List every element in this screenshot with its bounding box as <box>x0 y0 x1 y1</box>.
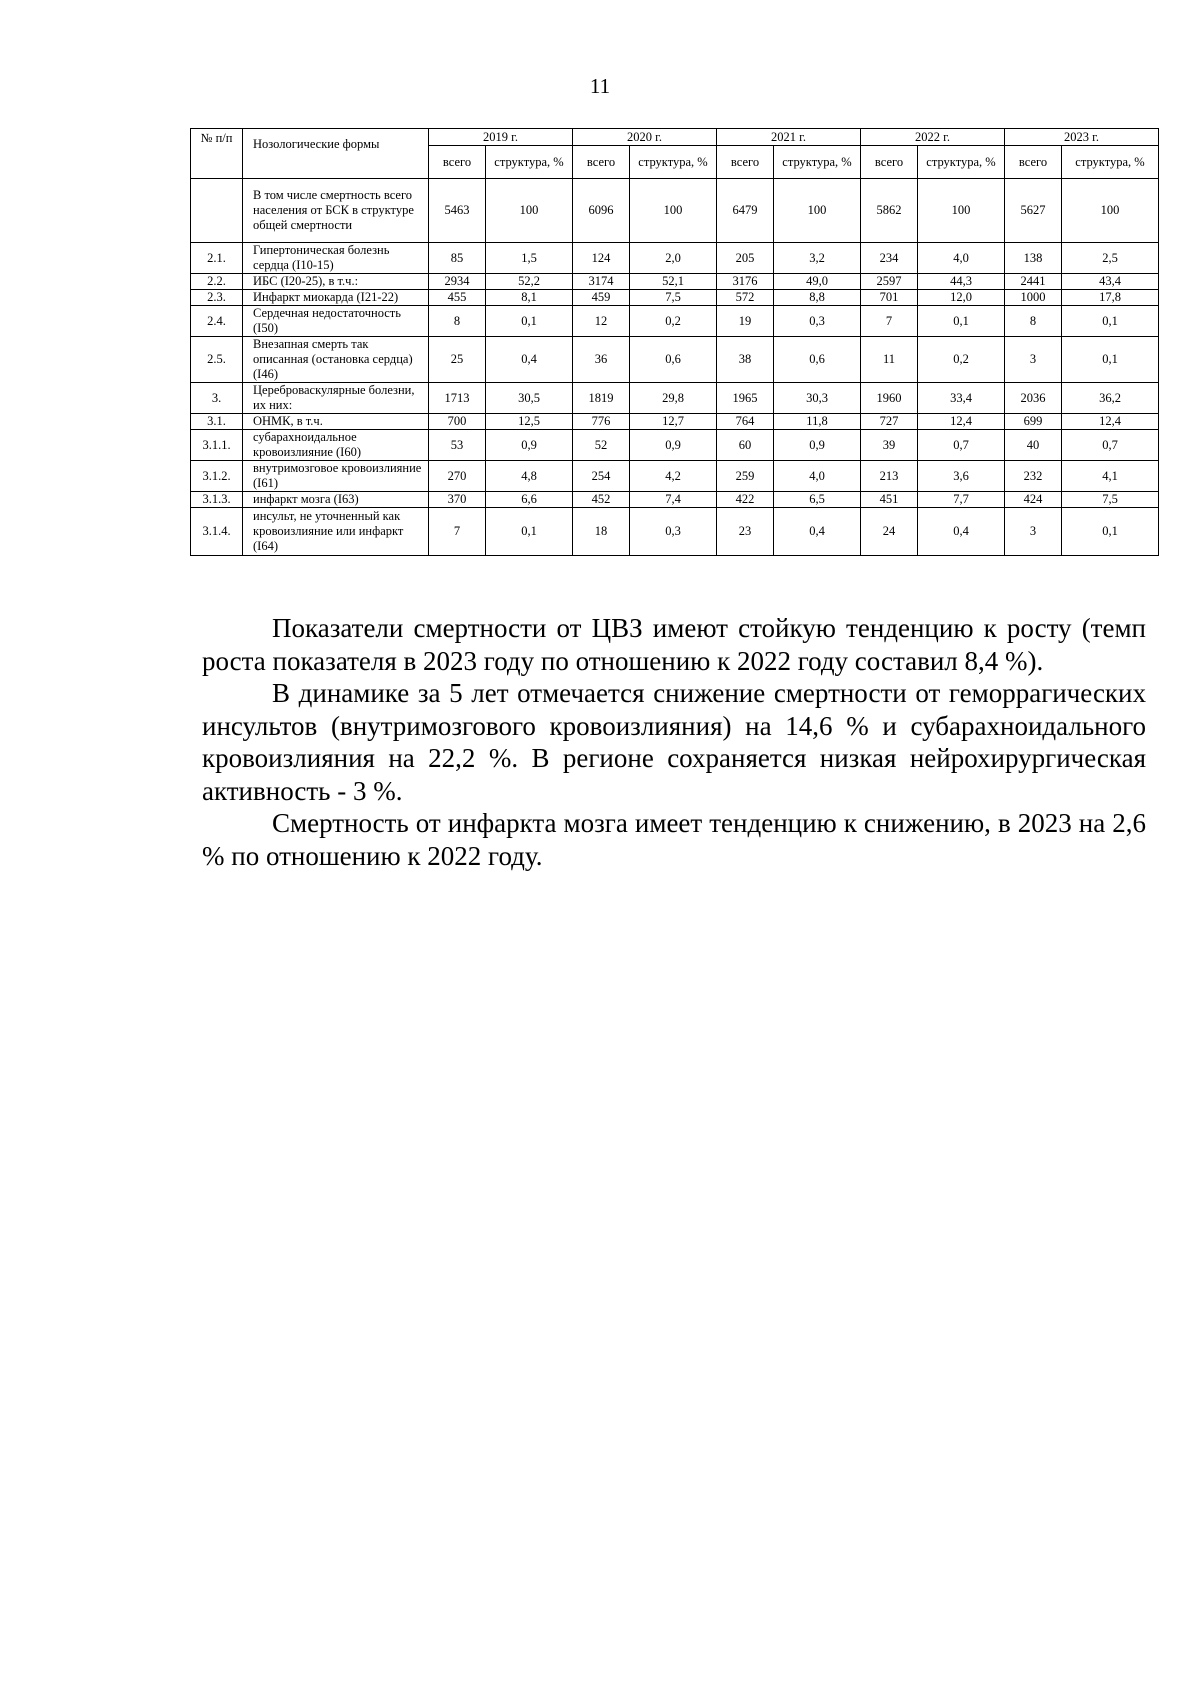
cell-structure: 0,9 <box>774 430 861 461</box>
cell-structure: 0,1 <box>486 306 573 337</box>
cell-total: 23 <box>717 508 774 556</box>
cell-total: 25 <box>429 337 486 383</box>
cell-structure: 0,6 <box>774 337 861 383</box>
row-name: внутримозговое кровоизлияние (I61) <box>243 461 429 492</box>
row-number <box>191 179 243 243</box>
cell-total: 5862 <box>861 179 918 243</box>
cell-structure: 0,1 <box>918 306 1005 337</box>
header-total: всего <box>861 146 918 179</box>
table-body <box>191 179 1159 556</box>
header-structure: структура, % <box>486 146 573 179</box>
cell-structure: 44,3 <box>918 274 1005 290</box>
table-row <box>191 179 1159 243</box>
cell-total: 138 <box>1005 243 1062 274</box>
paragraph: В динамике за 5 лет отмечается снижение смертности от геморрагических инсультов (внутримозгового кровоизлияния) на 14,6 % и субарахноидального кровоизлияния на 22,2 %. В регионе сохраняется низкая нейрохирургическая активность - 3 %. <box>202 678 1146 806</box>
cell-total: 764 <box>717 414 774 430</box>
cell-structure: 2,0 <box>630 243 717 274</box>
page-number: 11 <box>589 74 611 98</box>
cell-structure: 3,6 <box>918 461 1005 492</box>
cell-structure: 12,4 <box>918 414 1005 430</box>
cell-structure: 2,5 <box>1062 243 1159 274</box>
cell-total: 3176 <box>717 274 774 290</box>
cell-total: 270 <box>429 461 486 492</box>
table-row <box>191 430 1159 461</box>
cell-structure: 0,7 <box>918 430 1005 461</box>
cell-total: 6096 <box>573 179 630 243</box>
cell-structure: 8,8 <box>774 290 861 306</box>
cell-total: 7 <box>861 306 918 337</box>
cell-structure: 100 <box>1062 179 1159 243</box>
row-name: Инфаркт миокарда (I21-22) <box>243 290 429 306</box>
cell-total: 459 <box>573 290 630 306</box>
row-number: 3.1.2. <box>191 461 243 492</box>
cell-total: 24 <box>861 508 918 556</box>
cell-structure: 6,6 <box>486 492 573 508</box>
cell-total: 1819 <box>573 383 630 414</box>
body-text <box>202 612 1146 872</box>
table-row <box>191 508 1159 556</box>
cell-structure: 7,5 <box>630 290 717 306</box>
row-number: 3.1.4. <box>191 508 243 556</box>
cell-structure: 0,7 <box>1062 430 1159 461</box>
cell-total: 124 <box>573 243 630 274</box>
cell-total: 1960 <box>861 383 918 414</box>
cell-total: 6479 <box>717 179 774 243</box>
cell-total: 1000 <box>1005 290 1062 306</box>
cell-total: 3 <box>1005 508 1062 556</box>
cell-structure: 29,8 <box>630 383 717 414</box>
cell-total: 39 <box>861 430 918 461</box>
paragraph: Смертность от инфаркта мозга имеет тенденцию к снижению, в 2023 на 2,6 % по отношению к 2022 году. <box>202 808 1146 871</box>
row-name: Гипертоническая болезнь сердца (I10-15) <box>243 243 429 274</box>
header-structure: структура, % <box>918 146 1005 179</box>
cell-total: 85 <box>429 243 486 274</box>
cell-structure: 0,9 <box>486 430 573 461</box>
cell-total: 36 <box>573 337 630 383</box>
cell-structure: 7,7 <box>918 492 1005 508</box>
cell-total: 700 <box>429 414 486 430</box>
cell-structure: 0,3 <box>630 508 717 556</box>
cell-total: 3174 <box>573 274 630 290</box>
cell-total: 8 <box>429 306 486 337</box>
cell-total: 8 <box>1005 306 1062 337</box>
cell-structure: 0,9 <box>630 430 717 461</box>
cell-total: 5463 <box>429 179 486 243</box>
cell-total: 455 <box>429 290 486 306</box>
cell-total: 53 <box>429 430 486 461</box>
table-row <box>191 290 1159 306</box>
row-number: 2.1. <box>191 243 243 274</box>
cell-total: 422 <box>717 492 774 508</box>
cell-structure: 30,3 <box>774 383 861 414</box>
cell-total: 52 <box>573 430 630 461</box>
row-number: 2.2. <box>191 274 243 290</box>
cell-total: 234 <box>861 243 918 274</box>
table-row <box>191 492 1159 508</box>
cell-structure: 0,4 <box>918 508 1005 556</box>
cell-total: 451 <box>861 492 918 508</box>
header-total: всего <box>1005 146 1062 179</box>
cell-structure: 49,0 <box>774 274 861 290</box>
cell-total: 370 <box>429 492 486 508</box>
cell-structure: 0,1 <box>1062 508 1159 556</box>
cell-structure: 12,5 <box>486 414 573 430</box>
cell-total: 11 <box>861 337 918 383</box>
row-name: ИБС (I20-25), в т.ч.: <box>243 274 429 290</box>
cell-structure: 100 <box>486 179 573 243</box>
cell-total: 38 <box>717 337 774 383</box>
cell-total: 40 <box>1005 430 1062 461</box>
cell-total: 424 <box>1005 492 1062 508</box>
cell-total: 2441 <box>1005 274 1062 290</box>
cell-total: 3 <box>1005 337 1062 383</box>
cell-structure: 43,4 <box>1062 274 1159 290</box>
row-number: 3.1.3. <box>191 492 243 508</box>
cell-total: 727 <box>861 414 918 430</box>
cell-structure: 17,8 <box>1062 290 1159 306</box>
row-name: В том числе смертность всего населения от БСК в структуре общей смертности <box>243 179 429 243</box>
cell-structure: 0,4 <box>774 508 861 556</box>
row-name: инсульт, не уточненный как кровоизлияние или инфаркт (I64) <box>243 508 429 556</box>
header-structure: структура, % <box>1062 146 1159 179</box>
row-name: субарахноидальное кровоизлияние (I60) <box>243 430 429 461</box>
cell-total: 1713 <box>429 383 486 414</box>
cell-structure: 4,2 <box>630 461 717 492</box>
cell-structure: 30,5 <box>486 383 573 414</box>
header-year: 2021 г. <box>717 129 861 146</box>
header-year: 2019 г. <box>429 129 573 146</box>
cell-total: 259 <box>717 461 774 492</box>
table-row <box>191 306 1159 337</box>
table-row <box>191 461 1159 492</box>
cell-structure: 36,2 <box>1062 383 1159 414</box>
cell-structure: 3,2 <box>774 243 861 274</box>
cell-structure: 0,1 <box>1062 337 1159 383</box>
row-number: 2.4. <box>191 306 243 337</box>
cell-structure: 4,8 <box>486 461 573 492</box>
cell-structure: 100 <box>630 179 717 243</box>
table-row <box>191 337 1159 383</box>
row-name: ОНМК, в т.ч. <box>243 414 429 430</box>
table-row <box>191 243 1159 274</box>
header-num: № п/п <box>191 129 243 179</box>
cell-total: 19 <box>717 306 774 337</box>
cell-structure: 33,4 <box>918 383 1005 414</box>
paragraph: Показатели смертности от ЦВЗ имеют стойкую тенденцию к росту (темп роста показателя в 2023 году по отношению к 2022 году составил 8,4 %). <box>202 613 1146 676</box>
cell-total: 205 <box>717 243 774 274</box>
header-year: 2023 г. <box>1005 129 1159 146</box>
cell-structure: 6,5 <box>774 492 861 508</box>
cell-total: 232 <box>1005 461 1062 492</box>
cell-structure: 0,1 <box>1062 306 1159 337</box>
cell-total: 7 <box>429 508 486 556</box>
cell-total: 699 <box>1005 414 1062 430</box>
cell-structure: 0,1 <box>486 508 573 556</box>
row-name: Сердечная недостаточность (I50) <box>243 306 429 337</box>
cell-total: 2597 <box>861 274 918 290</box>
row-name: Цереброваскулярные болезни, их них: <box>243 383 429 414</box>
cell-structure: 0,4 <box>486 337 573 383</box>
cell-total: 213 <box>861 461 918 492</box>
header-total: всего <box>429 146 486 179</box>
cell-structure: 0,2 <box>918 337 1005 383</box>
cell-structure: 0,3 <box>774 306 861 337</box>
cell-structure: 52,2 <box>486 274 573 290</box>
cell-total: 12 <box>573 306 630 337</box>
cell-structure: 4,1 <box>1062 461 1159 492</box>
cell-total: 452 <box>573 492 630 508</box>
cell-structure: 52,1 <box>630 274 717 290</box>
cell-structure: 0,6 <box>630 337 717 383</box>
cell-total: 60 <box>717 430 774 461</box>
cell-structure: 0,2 <box>630 306 717 337</box>
row-name: инфаркт мозга (I63) <box>243 492 429 508</box>
header-total: всего <box>573 146 630 179</box>
cell-structure: 4,0 <box>774 461 861 492</box>
header-year: 2022 г. <box>861 129 1005 146</box>
cell-structure: 11,8 <box>774 414 861 430</box>
table-row <box>191 414 1159 430</box>
cell-total: 701 <box>861 290 918 306</box>
row-number: 3. <box>191 383 243 414</box>
cell-structure: 8,1 <box>486 290 573 306</box>
header-structure: структура, % <box>630 146 717 179</box>
row-number: 3.1. <box>191 414 243 430</box>
cell-structure: 12,7 <box>630 414 717 430</box>
header-structure: структура, % <box>774 146 861 179</box>
cell-total: 2934 <box>429 274 486 290</box>
cell-structure: 7,4 <box>630 492 717 508</box>
row-name: Внезапная смерть так описанная (остановка сердца) (I46) <box>243 337 429 383</box>
cell-total: 2036 <box>1005 383 1062 414</box>
header-total: всего <box>717 146 774 179</box>
cell-structure: 1,5 <box>486 243 573 274</box>
header-name: Нозологические формы <box>243 129 429 179</box>
cell-structure: 12,0 <box>918 290 1005 306</box>
cell-structure: 100 <box>774 179 861 243</box>
cell-structure: 4,0 <box>918 243 1005 274</box>
table-row <box>191 274 1159 290</box>
header-year: 2020 г. <box>573 129 717 146</box>
cell-structure: 100 <box>918 179 1005 243</box>
cell-total: 572 <box>717 290 774 306</box>
row-number: 2.5. <box>191 337 243 383</box>
table-header <box>191 129 1159 179</box>
cell-structure: 7,5 <box>1062 492 1159 508</box>
mortality-table <box>190 128 1159 556</box>
cell-total: 18 <box>573 508 630 556</box>
cell-total: 1965 <box>717 383 774 414</box>
row-number: 3.1.1. <box>191 430 243 461</box>
row-number: 2.3. <box>191 290 243 306</box>
mortality-table-container <box>190 128 1158 556</box>
cell-total: 776 <box>573 414 630 430</box>
table-row <box>191 383 1159 414</box>
cell-total: 5627 <box>1005 179 1062 243</box>
cell-total: 254 <box>573 461 630 492</box>
cell-structure: 12,4 <box>1062 414 1159 430</box>
